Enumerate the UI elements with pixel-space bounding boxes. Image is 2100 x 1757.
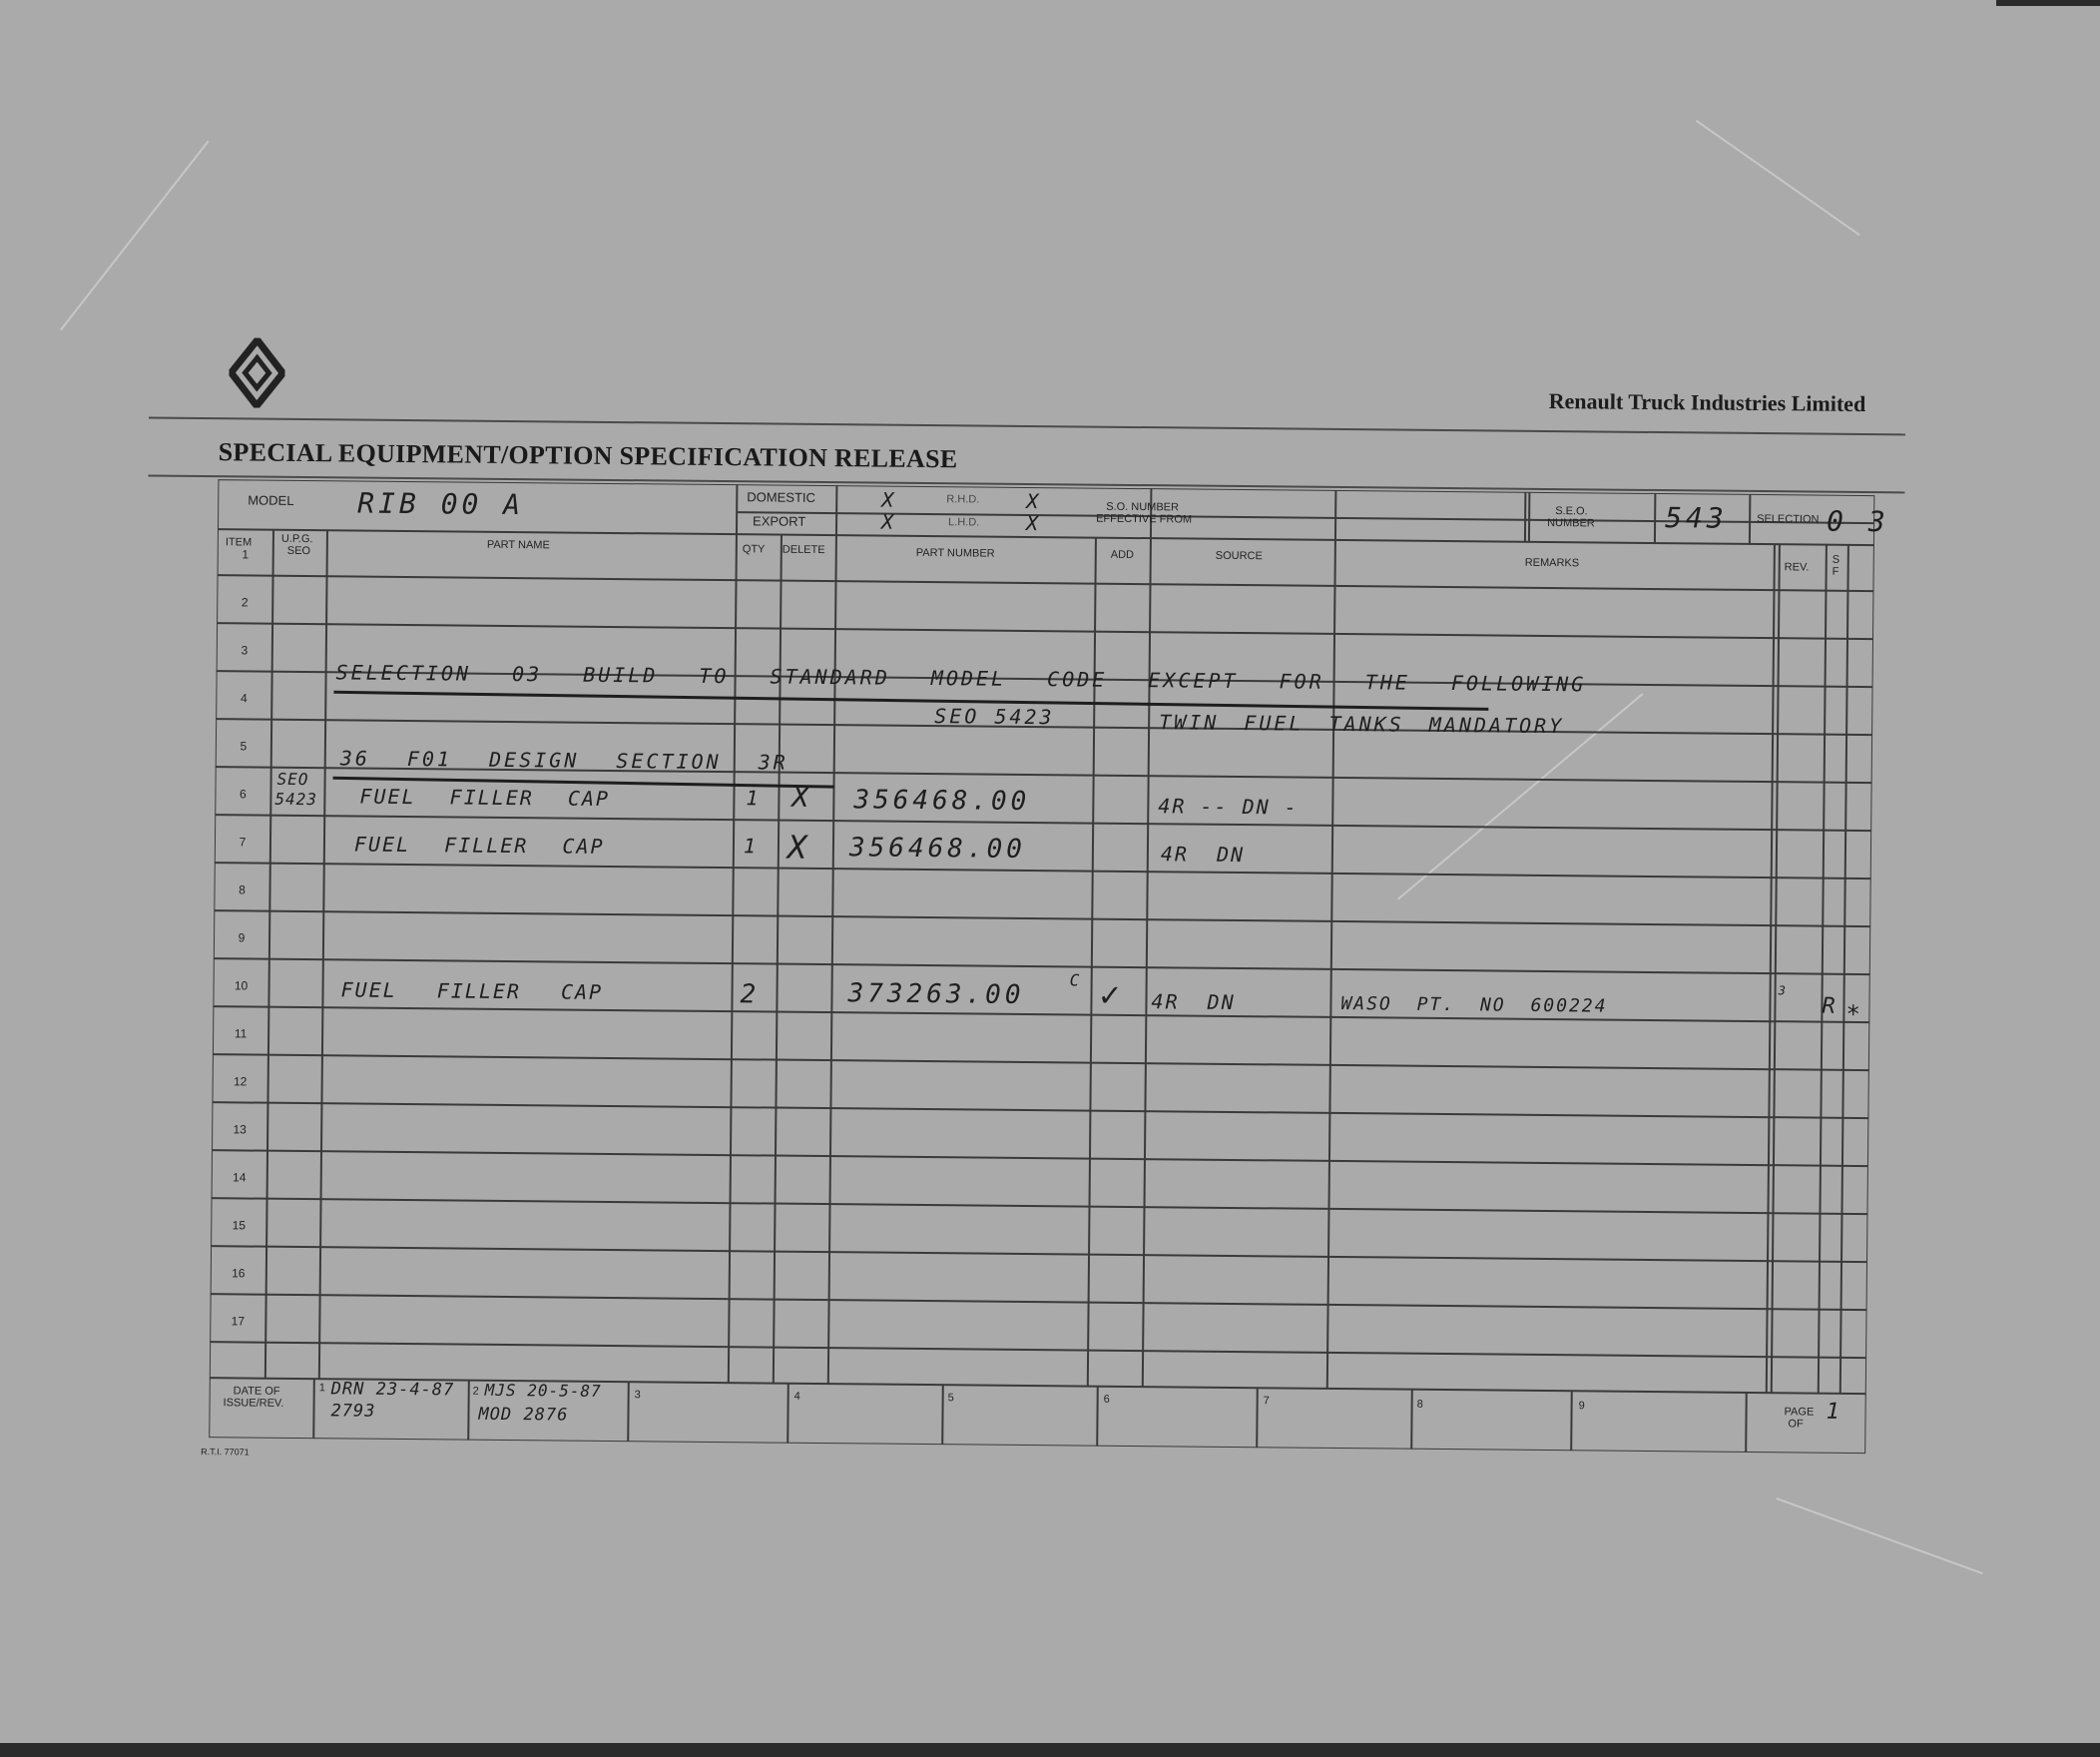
spec-release-form (189, 319, 1896, 1473)
rev7-number: 7 (1263, 1395, 1270, 1408)
col-f: F (1832, 565, 1839, 578)
row-number: 10 (234, 978, 249, 993)
seo-number-label: NUMBER (1547, 516, 1595, 530)
row-number: 6 (240, 787, 247, 802)
row-number: 5 (240, 739, 248, 754)
col-upg: U.P.G. (280, 532, 313, 546)
scratch-mark (1776, 1497, 1982, 1574)
row-number: 4 (240, 691, 248, 706)
page-value: 1 (1826, 1399, 1841, 1425)
col-part-name: PART NAME (486, 538, 550, 552)
seo-reference-remark: TWIN FUEL TANKS MANDATORY (1159, 710, 1565, 739)
rev1-line1: DRN 23-4-87 (330, 1379, 455, 1401)
row6-part-number: 356468.00 (848, 833, 1026, 865)
parts-table (201, 479, 1889, 1458)
rev9-number: 9 (1578, 1400, 1585, 1413)
row9-source: 4R DN (1151, 989, 1236, 1014)
col-source: SOURCE (1215, 549, 1263, 563)
row-number: 3 (241, 643, 249, 658)
col-part-number: PART NUMBER (915, 546, 995, 560)
title-rule-top (149, 417, 1905, 436)
row9-part-name: FUEL FILLER CAP (340, 977, 604, 1004)
selection-label: SELECTION (1757, 512, 1820, 526)
row5-part-name: FUEL FILLER CAP (359, 784, 611, 811)
rev5-number: 5 (947, 1392, 954, 1405)
row-number: 12 (233, 1074, 248, 1089)
row-number: 7 (239, 835, 247, 850)
date-of-issue-label-1: DATE OF (233, 1385, 280, 1398)
selection-value: 0 3 (1826, 504, 1889, 539)
row9-flag: * (1845, 999, 1862, 1029)
export-checkbox[interactable]: X (880, 509, 896, 534)
row6-source: 4R DN (1160, 842, 1246, 868)
row-number: 9 (238, 930, 246, 945)
row5-upg-seo-line1: SEO (276, 769, 309, 790)
so-number-label: S.O. NUMBER (1106, 500, 1180, 514)
row-number: 17 (231, 1314, 246, 1329)
row5-qty: 1 (746, 786, 761, 811)
col-seo: SEO (286, 544, 311, 558)
row9-remarks: WASO PT. NO 600224 (1340, 993, 1608, 1017)
row9-s: R (1822, 993, 1838, 1019)
rev1-number: 1 (318, 1382, 325, 1395)
row5-part-number: 356468.00 (853, 785, 1031, 818)
export-label: EXPORT (753, 513, 806, 529)
rev1-line2: 2793 (330, 1401, 376, 1422)
col-rev: REV. (1784, 561, 1810, 574)
row5-source: 4R -- DN - (1158, 794, 1299, 820)
rev2-line2: MOD 2876 (478, 1404, 569, 1426)
seo-number-value: 543 (1665, 501, 1728, 535)
form-title: SPECIAL EQUIPMENT/OPTION SPECIFICATION RELEASE (218, 437, 958, 474)
rhd-label: R.H.D. (946, 493, 980, 506)
form-code: R.T.I. 77071 (201, 1447, 250, 1458)
row5-upg-seo-line2: 5423 (274, 789, 318, 810)
row-number: 2 (241, 595, 249, 610)
row6-part-name: FUEL FILLER CAP (353, 832, 605, 859)
model-value: RIB 00 A (357, 486, 525, 522)
row5-delete-mark[interactable]: X (791, 780, 813, 814)
row6-qty: 1 (743, 834, 759, 859)
col-add: ADD (1110, 548, 1135, 561)
row-number: 11 (234, 1026, 248, 1041)
row-number: 13 (233, 1122, 247, 1137)
col-s: S (1832, 553, 1840, 566)
model-label: MODEL (248, 492, 294, 508)
scratch-mark (1696, 120, 1860, 236)
row-number: 15 (232, 1218, 247, 1233)
row-number: 16 (232, 1266, 246, 1281)
row-number: 14 (232, 1170, 247, 1185)
selection-instruction: SELECTION 03 BUILD TO STANDARD MODEL CODE EXCEPT FOR THE FOLLOWING (335, 660, 1587, 697)
row-number: 8 (239, 882, 246, 897)
col-item: ITEM (225, 536, 253, 549)
row9-rev: 3 (1778, 983, 1788, 998)
seo-reference: SEO 5423 (934, 704, 1055, 730)
renault-diamond-logo (229, 337, 285, 408)
rev3-number: 3 (634, 1389, 641, 1402)
col-delete: DELETE (782, 543, 825, 557)
domestic-checkbox[interactable]: X (881, 487, 896, 512)
scan-edge-top (1996, 0, 2100, 6)
lhd-checkbox[interactable]: X (1025, 510, 1041, 536)
row9-qty: 2 (740, 979, 759, 1010)
effective-from-label: EFFECTIVE FROM (1096, 512, 1193, 526)
domestic-label: DOMESTIC (747, 489, 816, 505)
table-grid-lines (209, 479, 1874, 1454)
row-number: 1 (242, 547, 250, 562)
row9-part-suffix: C (1069, 970, 1082, 990)
scan-edge-bottom (0, 1743, 2100, 1757)
seo-label: S.E.O. (1555, 505, 1588, 518)
of-label: OF (1788, 1418, 1804, 1431)
page-label: PAGE (1784, 1406, 1815, 1419)
scratch-mark (60, 141, 209, 330)
rhd-checkbox[interactable]: X (1026, 488, 1041, 514)
company-name: Renault Truck Industries Limited (1548, 387, 1866, 417)
row9-add-check[interactable]: ✓ (1099, 974, 1125, 1015)
rev6-number: 6 (1103, 1393, 1110, 1406)
lhd-label: L.H.D. (948, 516, 980, 529)
rev8-number: 8 (1416, 1398, 1423, 1411)
rev2-number: 2 (472, 1385, 479, 1398)
rev2-line1: MJS 20-5-87 (484, 1380, 602, 1401)
col-remarks: REMARKS (1524, 556, 1580, 570)
rev4-number: 4 (793, 1390, 800, 1403)
row6-delete-mark[interactable]: X (787, 828, 811, 867)
col-qty: QTY (742, 543, 766, 556)
date-of-issue-label-2: ISSUE/REV. (223, 1397, 284, 1410)
row9-part-number: 373263.00 (847, 978, 1025, 1010)
design-section: 36 F01 DESIGN SECTION 3R (339, 746, 788, 775)
